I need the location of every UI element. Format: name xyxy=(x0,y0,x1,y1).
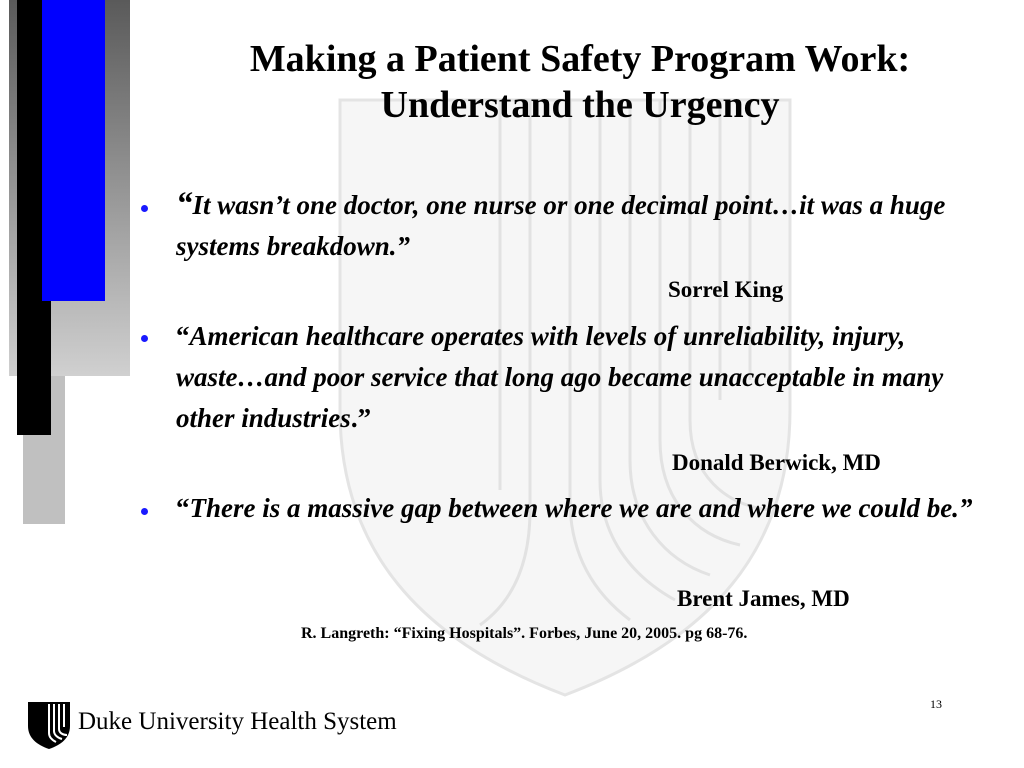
quote-text: There is a massive gap between where we are and where we could be. xyxy=(189,493,959,523)
open-quote: “ xyxy=(176,186,193,222)
page-number: 13 xyxy=(930,697,942,711)
attribution-3: Brent James, MD xyxy=(677,586,850,611)
quote-bullet-2 xyxy=(176,316,966,439)
bullet-dot-icon xyxy=(141,508,148,515)
close-quote: ” xyxy=(396,231,411,261)
citation: R. Langreth: “Fixing Hospitals”. Forbes, June 20, 2005. pg 68-76. xyxy=(301,625,748,642)
quote-text: It wasn’t one doctor, one nurse or one decimal point…it was a huge systems breakdown. xyxy=(176,190,946,261)
open-quote: “ xyxy=(176,321,190,351)
bullet-dot-icon xyxy=(141,335,148,342)
close-quote: .” xyxy=(350,403,372,433)
quote-text: American healthcare operates with levels of unreliability, injury, waste…and poor service that long ago became unacceptable in many other industries xyxy=(176,321,944,433)
bullet-dot-icon xyxy=(141,205,148,212)
attribution-2: Donald Berwick, MD xyxy=(672,450,881,475)
close-quote: ” xyxy=(958,493,973,523)
title-line-1: Making a Patient Safety Program Work: xyxy=(249,38,911,80)
duke-shield-logo-icon xyxy=(26,700,72,750)
quote-bullet-3 xyxy=(176,488,996,529)
slide-title xyxy=(160,36,1000,128)
org-name: Duke University Health System xyxy=(78,708,397,735)
quote-bullet-1 xyxy=(176,184,996,267)
open-quote: “ xyxy=(176,493,190,523)
title-line-2: Understand the Urgency xyxy=(380,84,780,126)
decor-blue-bar xyxy=(42,0,105,301)
attribution-1: Sorrel King xyxy=(668,277,784,302)
